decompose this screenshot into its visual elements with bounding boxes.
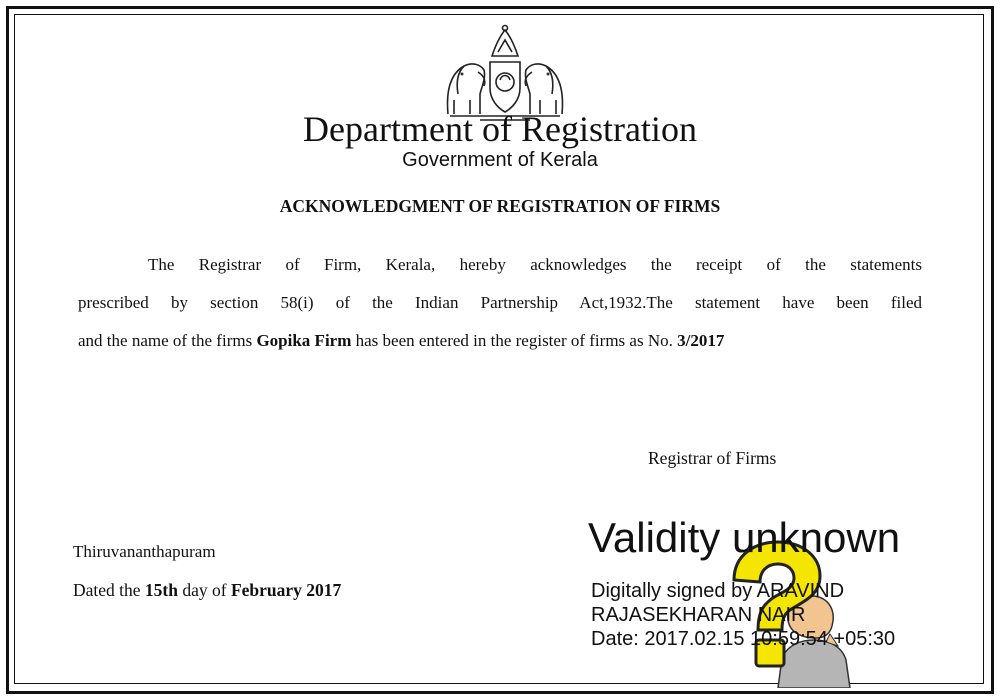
dated-mid: day of xyxy=(182,580,227,600)
registrar-label: Registrar of Firms xyxy=(648,448,777,468)
date-of-issue xyxy=(73,580,341,601)
firm-name: Gopika Firm xyxy=(256,331,352,350)
digital-signature-block[interactable] xyxy=(580,510,970,690)
body-line-1 xyxy=(78,250,922,288)
kerala-state-emblem-icon xyxy=(440,22,570,122)
department-title: Department of Registration xyxy=(303,109,697,149)
body-line-3 xyxy=(78,326,922,364)
acknowledgment-heading: ACKNOWLEDGMENT OF REGISTRATION OF FIRMS xyxy=(279,196,721,216)
validity-status: Validity unknown xyxy=(588,514,901,561)
body-line-2: prescribed by section 58(i) of the Indian Partnership Act,1932.The statement have been filed xyxy=(78,293,922,312)
body-line-1-text: The Registrar of Firm, Kerala, hereby acknowledges the receipt of the statements xyxy=(148,255,922,274)
dated-day: 15th xyxy=(144,580,178,600)
place-of-issue: Thiruvananthapuram xyxy=(73,542,216,561)
dated-month-year: February 2017 xyxy=(230,580,342,600)
government-subtitle: Government of Kerala xyxy=(402,149,598,171)
signed-by-line-1: Digitally signed by ARAVIND xyxy=(591,580,845,602)
signature-date: Date: 2017.02.15 10:59:54 +05:30 xyxy=(591,628,896,650)
registration-number: 3/2017 xyxy=(677,331,725,350)
dated-prefix: Dated the xyxy=(73,580,141,600)
acknowledgment-body xyxy=(78,250,922,364)
body-line-3-mid: has been entered in the register of firms as No. xyxy=(355,331,673,350)
signed-by-line-2: RAJASEKHARAN NAIR xyxy=(591,604,806,626)
body-line-3-prefix: and the name of the firms xyxy=(78,331,253,350)
